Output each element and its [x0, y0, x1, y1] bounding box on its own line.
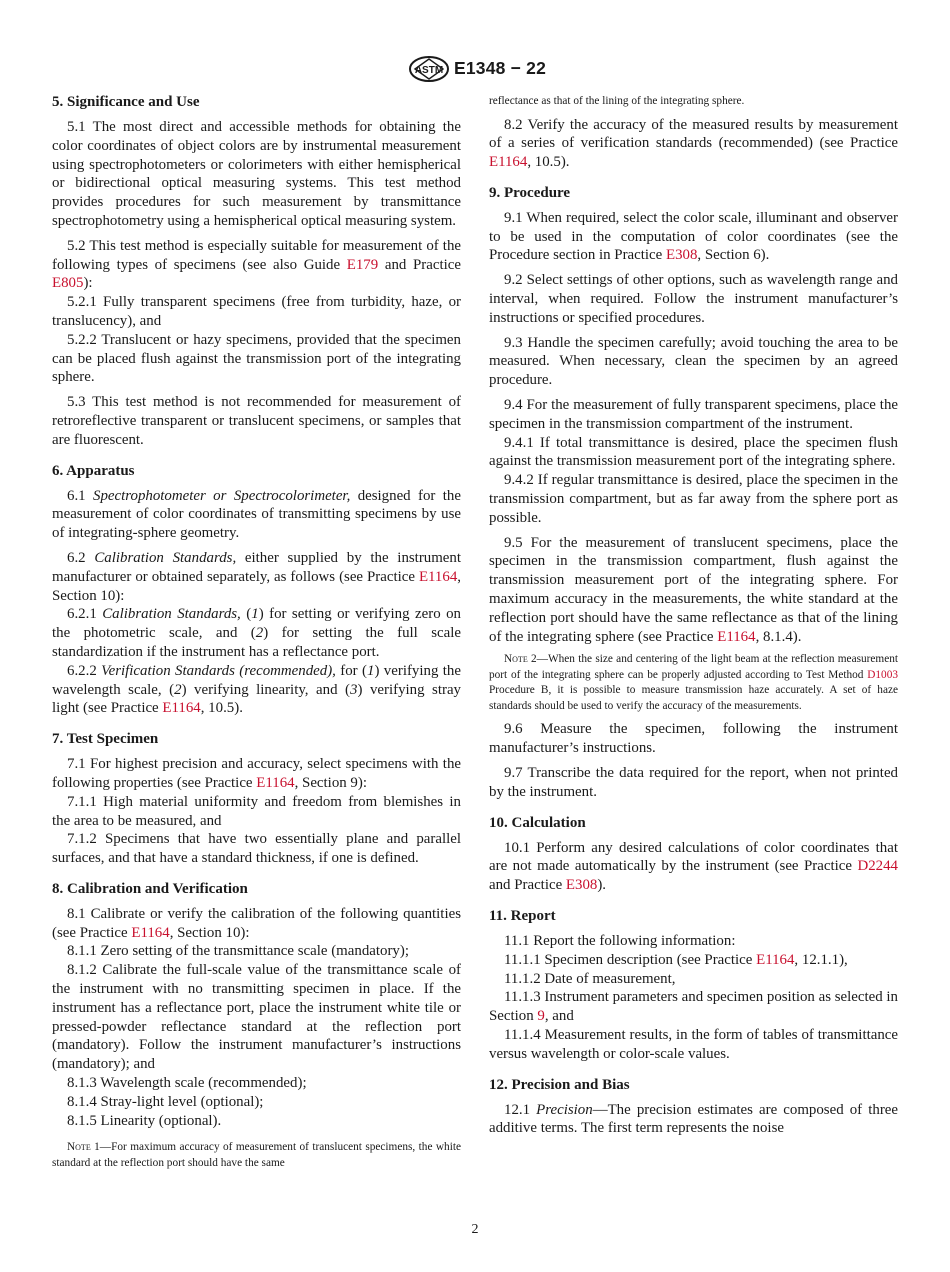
- para-9-1: 9.1 When required, select the color scale, illuminant and observer to be used in the computation of color coordinates (see the Procedure section in Practice E308, Section 6).: [489, 209, 898, 264]
- para-11-1-1: 11.1.1 Specimen description (see Practice E1164, 12.1.1),: [504, 951, 848, 968]
- ref-e308-link[interactable]: E308: [565, 877, 598, 894]
- para-9-3: 9.3 Handle the specimen carefully; avoid touching the area to be measured. When necessary, clean the specimen by an agreed procedure.: [489, 334, 898, 389]
- para-5-2: 5.2 This test method is especially suitable for measurement of the following types of specimens (see also Guide E179 and Practice E805):: [52, 237, 461, 292]
- page-number: 2: [471, 1222, 479, 1237]
- para-7-1-1: 7.1.1 High material uniformity and freedom from blemishes in the area to be measured, and: [52, 793, 461, 829]
- para-6-2: 6.2 Calibration Standards, either supplied by the instrument manufacturer or obtained separately, as follows (see Practice E1164, Section 10):: [52, 549, 461, 604]
- para-8-1-5: 8.1.5 Linearity (optional).: [67, 1112, 222, 1129]
- para-9-4-1: 9.4.1 If total transmittance is desired, place the specimen flush against the transmission measurement port of the integrating sphere.: [489, 434, 898, 470]
- ref-e1164-link[interactable]: E1164: [489, 154, 528, 171]
- section-6-heading: 6. Apparatus: [52, 462, 135, 479]
- ref-e805-link[interactable]: E805: [52, 275, 84, 292]
- para-10-1: 10.1 Perform any desired calculations of color coordinates that are not made automatically by the instrument (see Practice D2244 and Practice E308).: [489, 839, 898, 894]
- section-7-heading: 7. Test Specimen: [52, 731, 159, 748]
- ref-e1164-link[interactable]: E1164: [256, 774, 295, 791]
- ref-e1164-link[interactable]: E1164: [756, 951, 795, 968]
- para-12-1: 12.1 Precision—The precision estimates are composed of three additive terms. The first term represents the noise: [489, 1101, 898, 1137]
- para-5-3: 5.3 This test method is not recommended for measurement of retroreflective transparent or translucent specimens, or samples that are fluorescent.: [52, 394, 461, 448]
- para-7-1: 7.1 For highest precision and accuracy, select specimens with the following properties (see Practice E1164, Section 9):: [52, 756, 461, 791]
- para-11-1: 11.1 Report the following information:: [504, 933, 736, 949]
- document-id: E1348 − 22: [454, 58, 547, 78]
- para-9-4-2: 9.4.2 If regular transmittance is desired, place the specimen in the transmission compartment, but as far away from the sphere port as possible.: [489, 472, 898, 526]
- para-9-2: 9.2 Select settings of other options, such as wavelength range and interval, when required. Follow the instrument manufacturer’s instructions or specified procedures.: [489, 272, 898, 326]
- section-8-heading: 8. Calibration and Verification: [52, 880, 248, 897]
- ref-e1164-link[interactable]: E1164: [418, 568, 458, 585]
- section-5-heading: 5. Significance and Use: [52, 94, 200, 110]
- page-header: [0, 56, 950, 86]
- para-8-1-4: 8.1.4 Stray-light level (optional);: [67, 1093, 264, 1110]
- para-5-1: 5.1 The most direct and accessible methods for obtaining the color coordinates of object colors are by instrumental measurement using spectrophotometers or colorimeters with either hemispherical or bidirectional optical measuring systems. This test method provides procedures for such measurement by transmittance spectrophotometry using a hemispherical optical measuring system.: [52, 119, 461, 229]
- section-9-heading: 9. Procedure: [489, 184, 571, 201]
- para-11-1-2: 11.1.2 Date of measurement,: [504, 970, 676, 987]
- section-12-heading: 12. Precision and Bias: [489, 1076, 630, 1093]
- para-11-1-4: 11.1.4 Measurement results, in the form of tables of transmittance versus wavelength or color-scale values.: [489, 1026, 898, 1062]
- ref-section-9-link[interactable]: 9: [537, 1008, 545, 1025]
- astm-logo-icon: [408, 56, 450, 82]
- svg-text:ASTM: ASTM: [414, 65, 444, 76]
- para-8-1-2: 8.1.2 Calibrate the full-scale value of the transmittance scale of the instrument with no transmitting specimen in place. If the instrument has a reflectance port, place the instrument white tile or pressed-powder reflectance standard at the reflection port (mandatory). Follow the instrument manufacturer’s instructions (mandatory); and: [52, 962, 461, 1073]
- para-9-4: 9.4 For the measurement of fully transparent specimens, place the specimen in the transmission compartment of the instrument.: [489, 397, 898, 432]
- para-6-2-1: 6.2.1 Calibration Standards, (1) for setting or verifying zero on the photometric scale, and (2) for setting the full scale standardization if the instrument has a reflectance port.: [52, 606, 461, 660]
- note-2: Note 2—When the size and centering of the light beam at the reflection measurement port of the integrating sphere can be properly adjusted according to Test Method D1003 Procedure B, it is possible to measure transmission haze accurately. A set of haze standards should be used to verify the accuracy of the measurements.: [489, 653, 898, 712]
- para-8-1-3: 8.1.3 Wavelength scale (recommended);: [67, 1075, 307, 1092]
- para-5-2-1: 5.2.1 Fully transparent specimens (free from turbidity, haze, or translucency), and: [52, 294, 461, 329]
- para-8-2: 8.2 Verify the accuracy of the measured results by measurement of a series of verification standards (recommended) (see Practice E1164, 10.5).: [489, 116, 898, 171]
- left-column: [52, 93, 461, 1171]
- para-9-6: 9.6 Measure the specimen, following the instrument manufacturer’s instructions.: [489, 721, 898, 757]
- note-1-continued: reflectance as that of the lining of the integrating sphere.: [489, 95, 745, 107]
- section-10-heading: 10. Calculation: [489, 814, 586, 831]
- para-6-1: 6.1 Spectrophotometer or Spectrocolorimeter, designed for the measurement of color coordinates of transmitting specimens by use of integrating-sphere geometry.: [52, 487, 461, 542]
- ref-e1164-link[interactable]: E1164: [717, 628, 756, 645]
- para-6-2-2: 6.2.2 Verification Standards (recommended), for (1) verifying the wavelength scale, (2) verifying linearity, and (3) verifying stray light (see Practice E1164, 10.5).: [52, 662, 462, 717]
- note-1: Note 1—For maximum accuracy of measurement of translucent specimens, the white standard at the reflection port should have the same: [52, 1141, 461, 1169]
- para-9-5: 9.5 For the measurement of translucent specimens, place the specimen in the transmission compartment, flush against the transmission measurement port of the integrating sphere. For maximum accuracy in the measurements, the white standard at the reflection port should have the same reflectance as that of the lining of the integrating sphere (see Practice E1164, 8.1.4).: [489, 534, 898, 645]
- ref-e179-link[interactable]: E179: [346, 256, 379, 273]
- right-column: [489, 94, 898, 1138]
- ref-d1003-link[interactable]: D1003: [867, 668, 898, 681]
- para-8-1: 8.1 Calibrate or verify the calibration of the following quantities (see Practice E1164, Section 10):: [52, 905, 461, 941]
- ref-e1164-link[interactable]: E1164: [162, 700, 201, 717]
- ref-d2244-link[interactable]: D2244: [857, 858, 898, 875]
- para-11-1-3: 11.1.3 Instrument parameters and specimen position as selected in Section 9, and: [489, 989, 898, 1025]
- para-9-7: 9.7 Transcribe the data required for the report, when not printed by the instrument.: [489, 765, 898, 800]
- para-7-1-2: 7.1.2 Specimens that have two essentially plane and parallel surfaces, and that have a standard thickness, if one is defined.: [52, 831, 461, 867]
- section-11-heading: 11. Report: [489, 908, 556, 924]
- para-8-1-1: 8.1.1 Zero setting of the transmittance scale (mandatory);: [67, 943, 409, 960]
- ref-e308-link[interactable]: E308: [665, 247, 698, 264]
- ref-e1164-link[interactable]: E1164: [131, 924, 170, 941]
- para-5-2-2: 5.2.2 Translucent or hazy specimens, provided that the specimen can be placed flush against the transmission port of the integrating sphere.: [52, 331, 461, 386]
